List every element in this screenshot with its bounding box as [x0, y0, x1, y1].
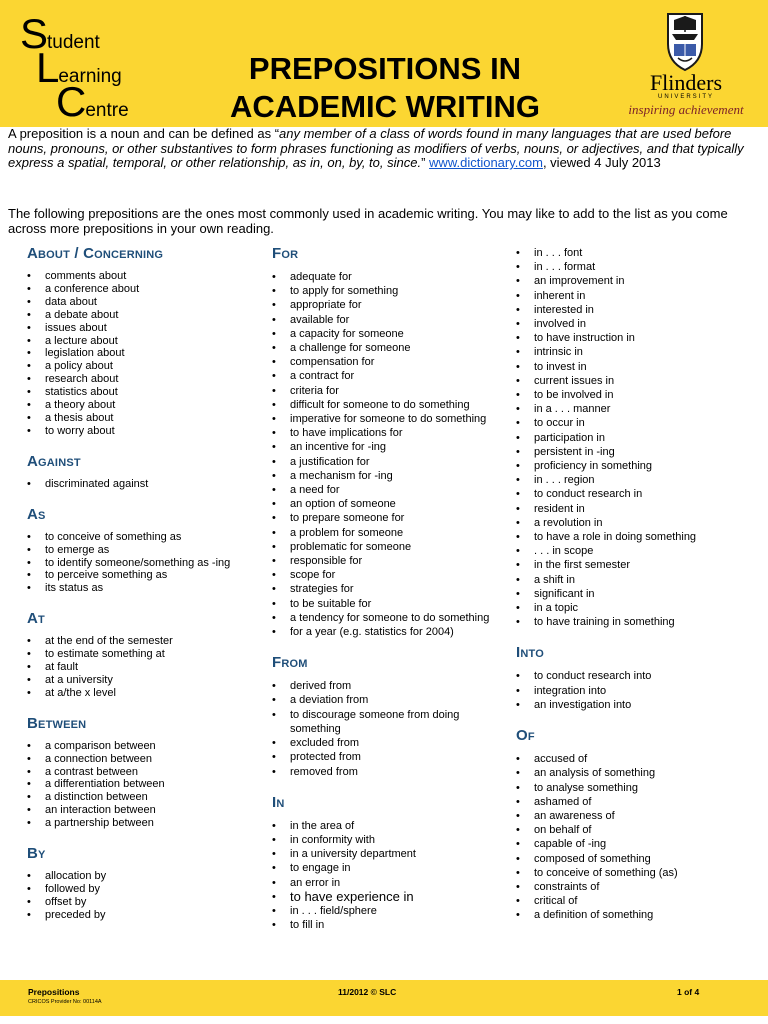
section-title-between: Between [27, 714, 87, 732]
list-by [27, 870, 257, 922]
list-item: • current issues in [516, 374, 756, 388]
list-item: • followed by [27, 883, 257, 896]
list-item: • to conduct research into [516, 669, 756, 683]
intro-definition [8, 127, 758, 171]
list-item: • to occur in [516, 416, 756, 430]
list-about [27, 270, 257, 438]
footer-banner [0, 980, 768, 1016]
list-of [516, 752, 756, 922]
slc-logo [20, 10, 180, 125]
list-item: • to estimate something at [27, 648, 257, 661]
list-item: • persistent in -ing [516, 445, 756, 459]
list-item: • at a university [27, 674, 257, 687]
section-title-as: As [27, 505, 46, 523]
list-at [27, 635, 257, 700]
intro-paragraph-2: The following prepositions are the ones most commonly used in academic writing. You may like to add to the list as you come across more prepositions in your own reading. [8, 206, 728, 236]
list-item: • a conference about [27, 283, 257, 296]
list-item: • resident in [516, 502, 756, 516]
list-item: • involved in [516, 317, 756, 331]
dictionary-link[interactable]: www.dictionary.com [429, 155, 543, 171]
section-title-at: At [27, 610, 45, 628]
list-item: • comments about [27, 270, 257, 283]
list-item: • a contrast between [27, 766, 257, 779]
list-item: • to be involved in [516, 388, 756, 402]
list-item: • to discourage someone from doing something [272, 708, 507, 736]
list-item: • excluded from [272, 736, 507, 750]
list-item: • an investigation into [516, 698, 756, 712]
list-item: • to have a role in doing something [516, 530, 756, 544]
section-title-for: For [272, 245, 299, 262]
list-item: • a connection between [27, 753, 257, 766]
list-item: • a problem for someone [272, 526, 507, 540]
footer-cricos: CRICOS Provider No: 00114A [28, 999, 102, 1005]
list-item: • to have instruction in [516, 331, 756, 345]
logo-letter-c: C [56, 78, 87, 125]
list-item: • to worry about [27, 425, 257, 438]
list-item: • an option of someone [272, 497, 507, 511]
list-item: • to fill in [272, 918, 507, 932]
section-title-about: About / Concerning [27, 245, 164, 262]
list-item: • offset by [27, 896, 257, 909]
university-subtitle: UNIVERSITY [657, 94, 714, 100]
list-item: • to emerge as [27, 544, 257, 557]
list-item: • inherent in [516, 289, 756, 303]
list-item: • to apply for something [272, 284, 507, 298]
viewed-date: , viewed 4 July 2013 [542, 155, 661, 171]
list-item: • research about [27, 373, 257, 386]
list-item: • removed from [272, 765, 507, 779]
footer-date-copyright: 11/2012 © SLC [338, 987, 397, 997]
section-title-from: From [272, 654, 308, 672]
list-item: • a need for [272, 483, 507, 497]
list-item: • in a university department [272, 847, 507, 861]
logo-word-learning: earning [58, 66, 122, 87]
title-line-2: ACADEMIC WRITING [230, 89, 540, 124]
list-item: • an incentive for -ing [272, 440, 507, 454]
list-item: • allocation by [27, 870, 257, 883]
list-against [27, 478, 257, 491]
logo-word-student: tudent [47, 32, 100, 53]
list-item: • significant in [516, 587, 756, 601]
list-into [516, 669, 756, 712]
list-item: • to conduct research in [516, 487, 756, 501]
list-item: • to prepare someone for [272, 511, 507, 525]
list-item: • legislation about [27, 347, 257, 360]
list-item: • responsible for [272, 554, 507, 568]
list-item: • . . . in scope [516, 544, 756, 558]
page-title [195, 50, 575, 126]
list-item: • appropriate for [272, 298, 507, 312]
list-item: • to have experience in [272, 890, 507, 904]
list-item: • in the area of [272, 819, 507, 833]
list-item: • composed of something [516, 852, 756, 866]
list-item: • a theory about [27, 399, 257, 412]
list-item: • a lecture about [27, 335, 257, 348]
list-item: • statistics about [27, 386, 257, 399]
list-item: • available for [272, 313, 507, 327]
list-item: • critical of [516, 894, 756, 908]
list-item: • a debate about [27, 309, 257, 322]
list-item: • to engage in [272, 861, 507, 875]
list-item: • to conceive of something as [27, 531, 257, 544]
list-item: • a comparison between [27, 740, 257, 753]
list-item: • to invest in [516, 360, 756, 374]
logo-letter-s: S [20, 10, 49, 57]
footer-doc-name: Prepositions [28, 987, 80, 997]
list-item: • adequate for [272, 270, 507, 284]
list-as [27, 531, 257, 596]
list-item: • on behalf of [516, 823, 756, 837]
definition-quote: any member of a class of words found in many languages that are used before nouns, pronouns, or other substantives to form phrases functioning as modifiers of verbs, nouns, or adjectives, and that typically express a spatial, temporal, or other relationship, as in, on, by, to, since. [8, 126, 744, 171]
list-item: • a tendency for someone to do something [272, 611, 507, 625]
section-title-against: Against [27, 452, 81, 470]
list-item: • a shift in [516, 573, 756, 587]
list-item: • in the first semester [516, 558, 756, 572]
list-item: • a differentiation between [27, 778, 257, 791]
page-number: 1 of 4 [677, 987, 700, 997]
list-item: • to conceive of something (as) [516, 866, 756, 880]
quote-close: ” [421, 155, 430, 171]
column-3 [516, 246, 756, 923]
list-item: • a thesis about [27, 412, 257, 425]
list-item: • data about [27, 296, 257, 309]
column-1 [27, 244, 257, 922]
list-item: • a revolution in [516, 516, 756, 530]
list-item: • a partnership between [27, 817, 257, 830]
crest-icon [660, 10, 710, 72]
list-item: • an awareness of [516, 809, 756, 823]
list-item: • to have implications for [272, 426, 507, 440]
university-name: Flinders [649, 70, 723, 95]
intro [8, 126, 758, 236]
list-item: • interested in [516, 303, 756, 317]
list-item: • in . . . region [516, 473, 756, 487]
section-title-into: Into [516, 644, 544, 662]
list-item: • discriminated against [27, 478, 257, 491]
list-item: • integration into [516, 684, 756, 698]
list-item: • its status as [27, 582, 257, 595]
list-item: • proficiency in something [516, 459, 756, 473]
list-for [272, 270, 507, 639]
list-item: • a distinction between [27, 791, 257, 804]
list-item: • in . . . field/sphere [272, 904, 507, 918]
list-item: • a deviation from [272, 693, 507, 707]
list-item: • protected from [272, 750, 507, 764]
list-item: • a capacity for someone [272, 327, 507, 341]
list-in-continued [516, 246, 756, 629]
title-line-1: PREPOSITIONS IN [248, 51, 522, 86]
logo-word-centre: entre [85, 100, 129, 121]
list-item: • in . . . font [516, 246, 756, 260]
list-item: • at the end of the semester [27, 635, 257, 648]
list-item: • accused of [516, 752, 756, 766]
list-from [272, 679, 507, 778]
list-item: • an error in [272, 876, 507, 890]
list-item: • an analysis of something [516, 766, 756, 780]
list-item: • constraints of [516, 880, 756, 894]
list-item: • difficult for someone to do something [272, 398, 507, 412]
list-item: • criteria for [272, 384, 507, 398]
list-item: • to have training in something [516, 615, 756, 629]
university-tagline: inspiring achievement [628, 102, 744, 117]
list-item: • for a year (e.g. statistics for 2004) [272, 625, 507, 639]
list-item: • to analyse something [516, 781, 756, 795]
list-item: • in a topic [516, 601, 756, 615]
list-item: • in conformity with [272, 833, 507, 847]
list-item: • in . . . format [516, 260, 756, 274]
list-item: • to identify someone/something as -ing [27, 557, 257, 570]
list-item: • an improvement in [516, 274, 756, 288]
list-between [27, 740, 257, 830]
list-item: • preceded by [27, 909, 257, 922]
list-item: • in a . . . manner [516, 402, 756, 416]
list-item: • derived from [272, 679, 507, 693]
intro-text: A preposition is a noun and can be defined as “ [8, 126, 280, 141]
column-2 [272, 244, 507, 932]
list-in [272, 819, 507, 933]
list-item: • to perceive something as [27, 569, 257, 582]
list-item: • compensation for [272, 355, 507, 369]
list-item: • a contract for [272, 369, 507, 383]
flinders-logo [630, 10, 750, 122]
list-item: • a policy about [27, 360, 257, 373]
list-item: • strategies for [272, 582, 507, 596]
list-item: • at a/the x level [27, 687, 257, 700]
list-item: • participation in [516, 431, 756, 445]
list-item: • a challenge for someone [272, 341, 507, 355]
list-item: • imperative for someone to do something [272, 412, 507, 426]
header-banner [0, 0, 768, 127]
list-item: • intrinsic in [516, 345, 756, 359]
logo-letter-l: L [36, 44, 60, 91]
list-item: • a definition of something [516, 908, 756, 922]
list-item: • scope for [272, 568, 507, 582]
list-item: • at fault [27, 661, 257, 674]
section-title-in: In [272, 793, 285, 811]
list-item: • a mechanism for -ing [272, 469, 507, 483]
section-title-by: By [27, 845, 46, 863]
list-item: • an interaction between [27, 804, 257, 817]
list-item: • capable of -ing [516, 837, 756, 851]
section-title-of: Of [516, 727, 535, 745]
list-item: • a justification for [272, 455, 507, 469]
list-item: • issues about [27, 322, 257, 335]
list-item: • to be suitable for [272, 597, 507, 611]
list-item: • problematic for someone [272, 540, 507, 554]
list-item: • ashamed of [516, 795, 756, 809]
